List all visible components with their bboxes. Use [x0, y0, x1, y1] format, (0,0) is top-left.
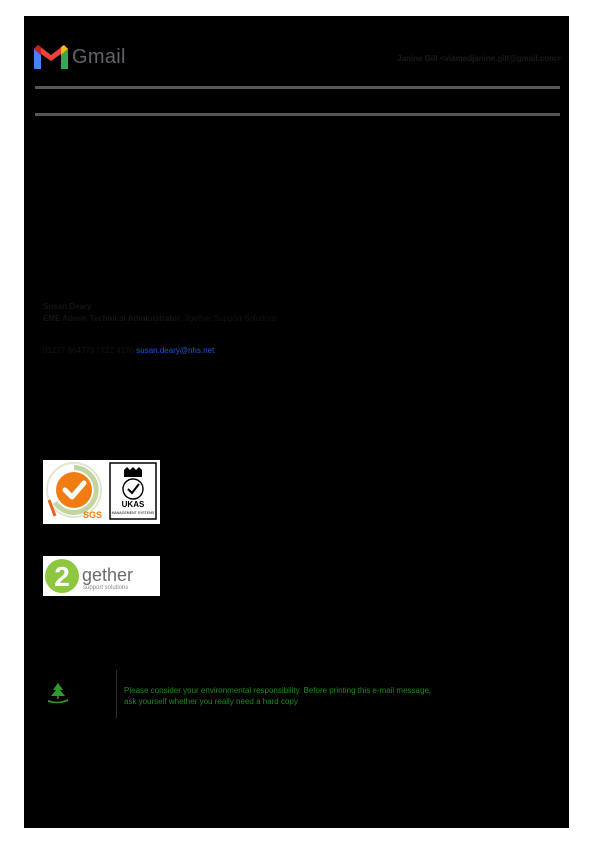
sender-address: Janine Gill <viamedjanine.gill@gmail.com>	[397, 54, 561, 63]
recycle-tree-icon	[46, 682, 70, 704]
signature-email-link[interactable]: susan.deary@nhs.net	[136, 346, 215, 355]
header-divider-top	[35, 86, 560, 89]
environment-note-line-1: Please consider your environmental responsibility. Before printing this e-mail message,	[124, 686, 432, 695]
signature-title: EME Admin Technical Administrator	[43, 314, 181, 323]
logo-tagline: support solutions	[83, 585, 129, 591]
environment-note-line-2: ask yourself whether you really need a hard copy	[124, 697, 298, 706]
signature-name: Susan Deary	[43, 302, 92, 311]
gmail-wordmark: Gmail	[72, 46, 126, 68]
signature-contact	[43, 346, 214, 355]
logo-number: 2	[54, 561, 70, 592]
sgs-text: SGS	[83, 510, 103, 520]
header-divider-bottom	[35, 113, 560, 116]
logo-name: gether	[82, 565, 134, 585]
gmail-logo	[34, 45, 134, 73]
signature-phones: 01227 864373 | 722 4176	[43, 346, 137, 355]
ukas-text: UKAS	[121, 500, 145, 509]
gmail-m-icon	[34, 45, 68, 71]
environment-note	[124, 685, 524, 707]
certification-badge-graphic	[43, 460, 160, 524]
sgs-orange-circle	[56, 472, 92, 508]
crown-icon	[124, 467, 142, 477]
2gether-logo-graphic	[43, 556, 160, 596]
signature-org: , 2gether Support Solutions	[180, 314, 278, 323]
2gether-logo	[43, 556, 160, 596]
env-note-divider	[116, 670, 117, 718]
certification-badge	[43, 460, 160, 524]
signature-role	[43, 314, 277, 323]
ukas-subtext: MANAGEMENT SYSTEMS	[111, 511, 155, 515]
